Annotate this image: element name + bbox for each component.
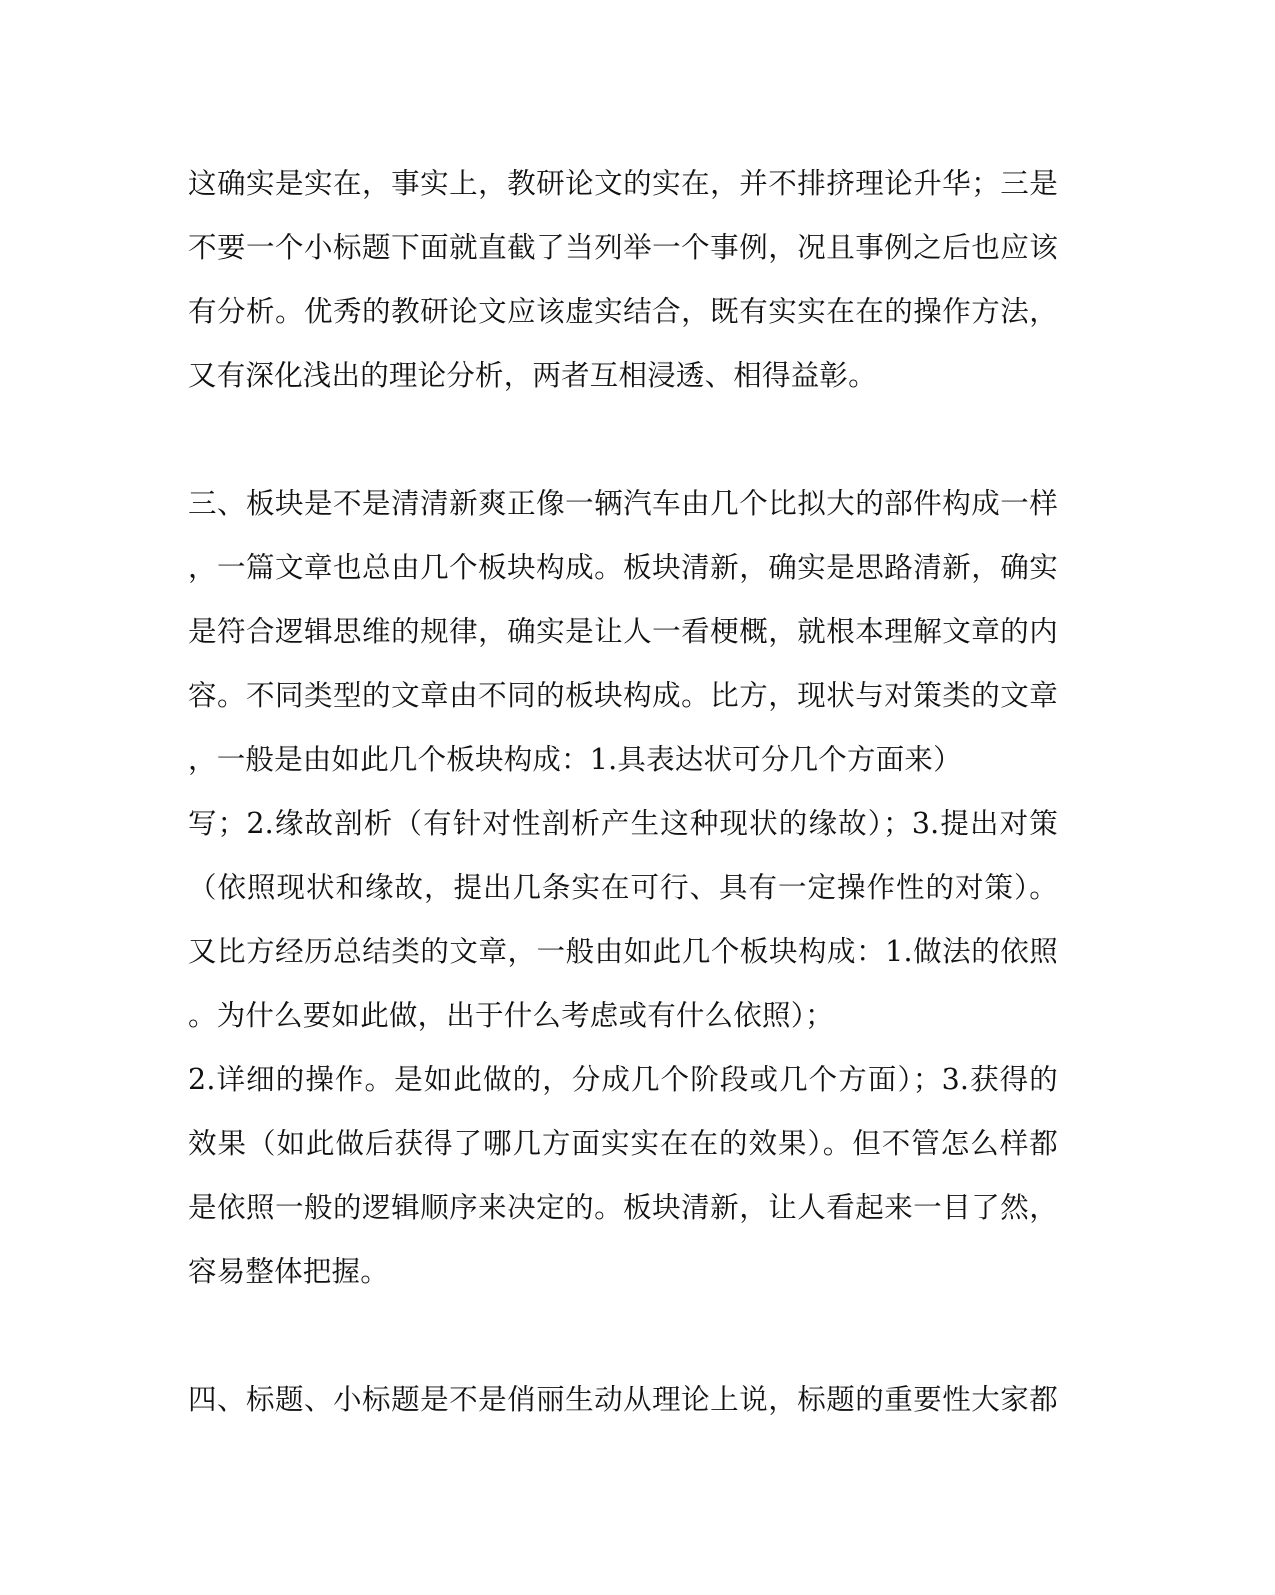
paragraph-2-line-8: 又比方经历总结类的文章，一般由如此几个板块构成：1.做法的依照 (188, 935, 1058, 968)
paragraph-1-line-3: 有分析。优秀的教研论文应该虚实结合，既有实实在在的操作方法， (188, 295, 1058, 328)
paragraph-2-line-2: ，一篇文章也总由几个板块构成。板块清新，确实是思路清新，确实 (188, 551, 1058, 584)
paragraph-2-line-6: 写；2.缘故剖析（有针对性剖析产生这种现状的缘故）；3.提出对策 (188, 807, 1058, 840)
paragraph-3-line-1: 四、标题、小标题是不是俏丽生动从理论上说，标题的重要性大家都 (188, 1383, 1058, 1416)
paragraph-2-line-7: （依照现状和缘故，提出几条实在可行、具有一定操作性的对策）。 (188, 871, 1058, 904)
paragraph-2-line-13: 容易整体把握。 (188, 1255, 389, 1288)
paragraph-2-line-9: 。为什么要如此做，出于什么考虑或有什么依照）； (188, 999, 834, 1032)
paragraph-1-line-1: 这确实是实在，事实上，教研论文的实在，并不排挤理论升华；三是 (188, 167, 1058, 200)
paragraph-1-line-4: 又有深化浅出的理论分析，两者互相浸透、相得益彰。 (188, 359, 877, 392)
paragraph-2-line-5: ，一般是由如此几个板块构成：1.具表达状可分几个方面来） (188, 743, 962, 776)
paragraph-1-line-2: 不要一个小标题下面就直截了当列举一个事例，况且事例之后也应该 (188, 231, 1058, 264)
paragraph-2-line-12: 是依照一般的逻辑顺序来决定的。板块清新，让人看起来一目了然， (188, 1191, 1058, 1224)
paragraph-2-line-3: 是符合逻辑思维的规律，确实是让人一看梗概，就根本理解文章的内 (188, 615, 1058, 648)
paragraph-2-line-10: 2.详细的操作。是如此做的，分成几个阶段或几个方面）；3.获得的 (188, 1063, 1058, 1096)
paragraph-2-line-4: 容。不同类型的文章由不同的板块构成。比方，现状与对策类的文章 (188, 679, 1058, 712)
paragraph-2-line-1: 三、板块是不是清清新爽正像一辆汽车由几个比拟大的部件构成一样 (188, 487, 1058, 520)
paragraph-2-line-11: 效果（如此做后获得了哪几方面实实在在的效果）。但不管怎么样都 (188, 1127, 1058, 1160)
